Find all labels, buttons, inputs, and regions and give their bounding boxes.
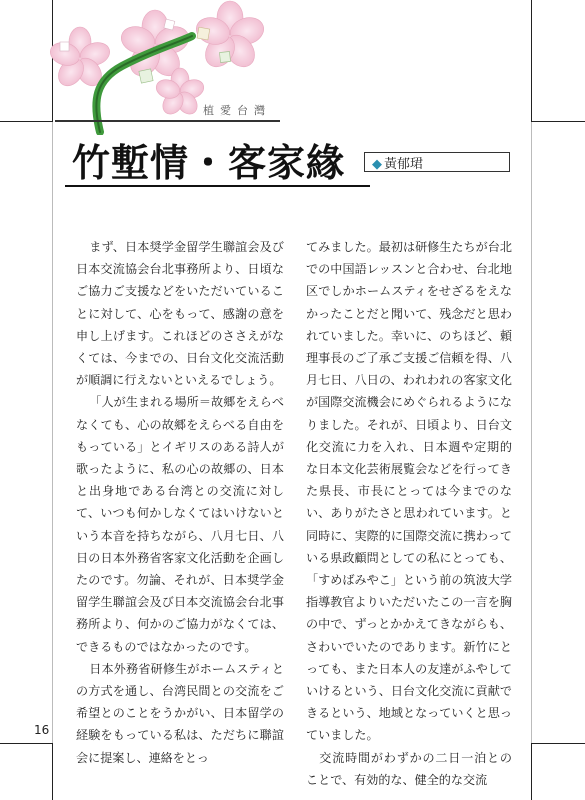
blossom-flower-4 [154,68,206,118]
paragraph: 交流時間がわずかの二日一泊とのことで、有効的な、健全的な交流 [306,750,512,787]
page-frame-right [531,122,532,743]
paragraph: 「人が生まれる場所＝故郷をえらべなくても、心の故郷をえらべる自由をもっている」とイギリスのある詩人が歌ったように、私の心の故郷の、日本と出身地である台湾との交流に対して、いつも何かしなくてはいけないという本音を持ちながら、八月七日、八日の日本外務省客家文化活動を企画したのです。勿論、それが、日本奨学金留学生聯誼会及び日本交流協会台北事務所より、何かのご協力がなくては、できるものではなかったのです。 [76,395,284,654]
article-title: 竹塹情・客家緣 [72,140,346,185]
page-number: 16 [34,723,50,737]
crop-mark-bottom-left-v [52,743,53,800]
crop-mark-bottom-right-h [531,743,585,744]
paragraph: 日本外務省研修生がホームスティとの方式を通し、台湾民間との交流をご希望とのことをうかがい、日本留学の経験をもっている私は、ただちに聯誼会に提案し、連絡をとっ [76,661,284,765]
paragraph: てみました。最初は研修生たちが台北での中国語レッスンと合わせ、台北地区でしかホームスティをせざるをえなかったことだと聞いて、残念だと思われていました。幸いに、のちほど、頼理事長のご了承ご支援ご信頼を得、八月七日、八日の、われわれの客家文化が国際交流機会にめぐられるようになりました。それが、日頃より、日台文化交流に力を入れ、日本週や定期的な日本文化芸術展覧会などを行ってきた県長、市長にとっては今までのない、ありがたさと思われています。と同時に、実際的に国際交流に携わっている県政顧問としての私にとっても、「すめばみやこ」という前の筑波大学指導教官よりいただいたこの一言を胸の中で、ずっとかかえてきながらも、さわいでいたのであります。新竹にとっても、また日本人の友達がふやしていけるという、日台文化交流に貢献できるという、地域となっていくと思っていました。 [306,240,512,743]
diamond-icon: ◆ [372,157,382,172]
title-underline [65,185,370,187]
author-byline [372,153,423,172]
crop-mark-bottom-h [0,743,52,744]
page-frame-left [52,122,53,743]
body-column-left [76,236,284,769]
paragraph: まず、日本奨学金留学生聯誼会及び日本交流協会台北事務所より、日頃なご協力ご支援などをいただいていることに対して、心をもって、感謝の意を申し上げます。これほどのささえがなくては、今までの、日台文化交流活動が順調に行えないといえるでしょう。 [76,240,284,388]
section-label-rule [55,120,280,122]
crop-mark-top-right-v [531,0,532,122]
crop-mark-top-right-h [531,121,585,122]
section-label: 植愛台灣 [203,104,271,117]
body-column-right [306,236,512,791]
crop-mark-bottom-right-v [531,743,532,800]
author-name: 黃郁珺 [384,157,424,172]
